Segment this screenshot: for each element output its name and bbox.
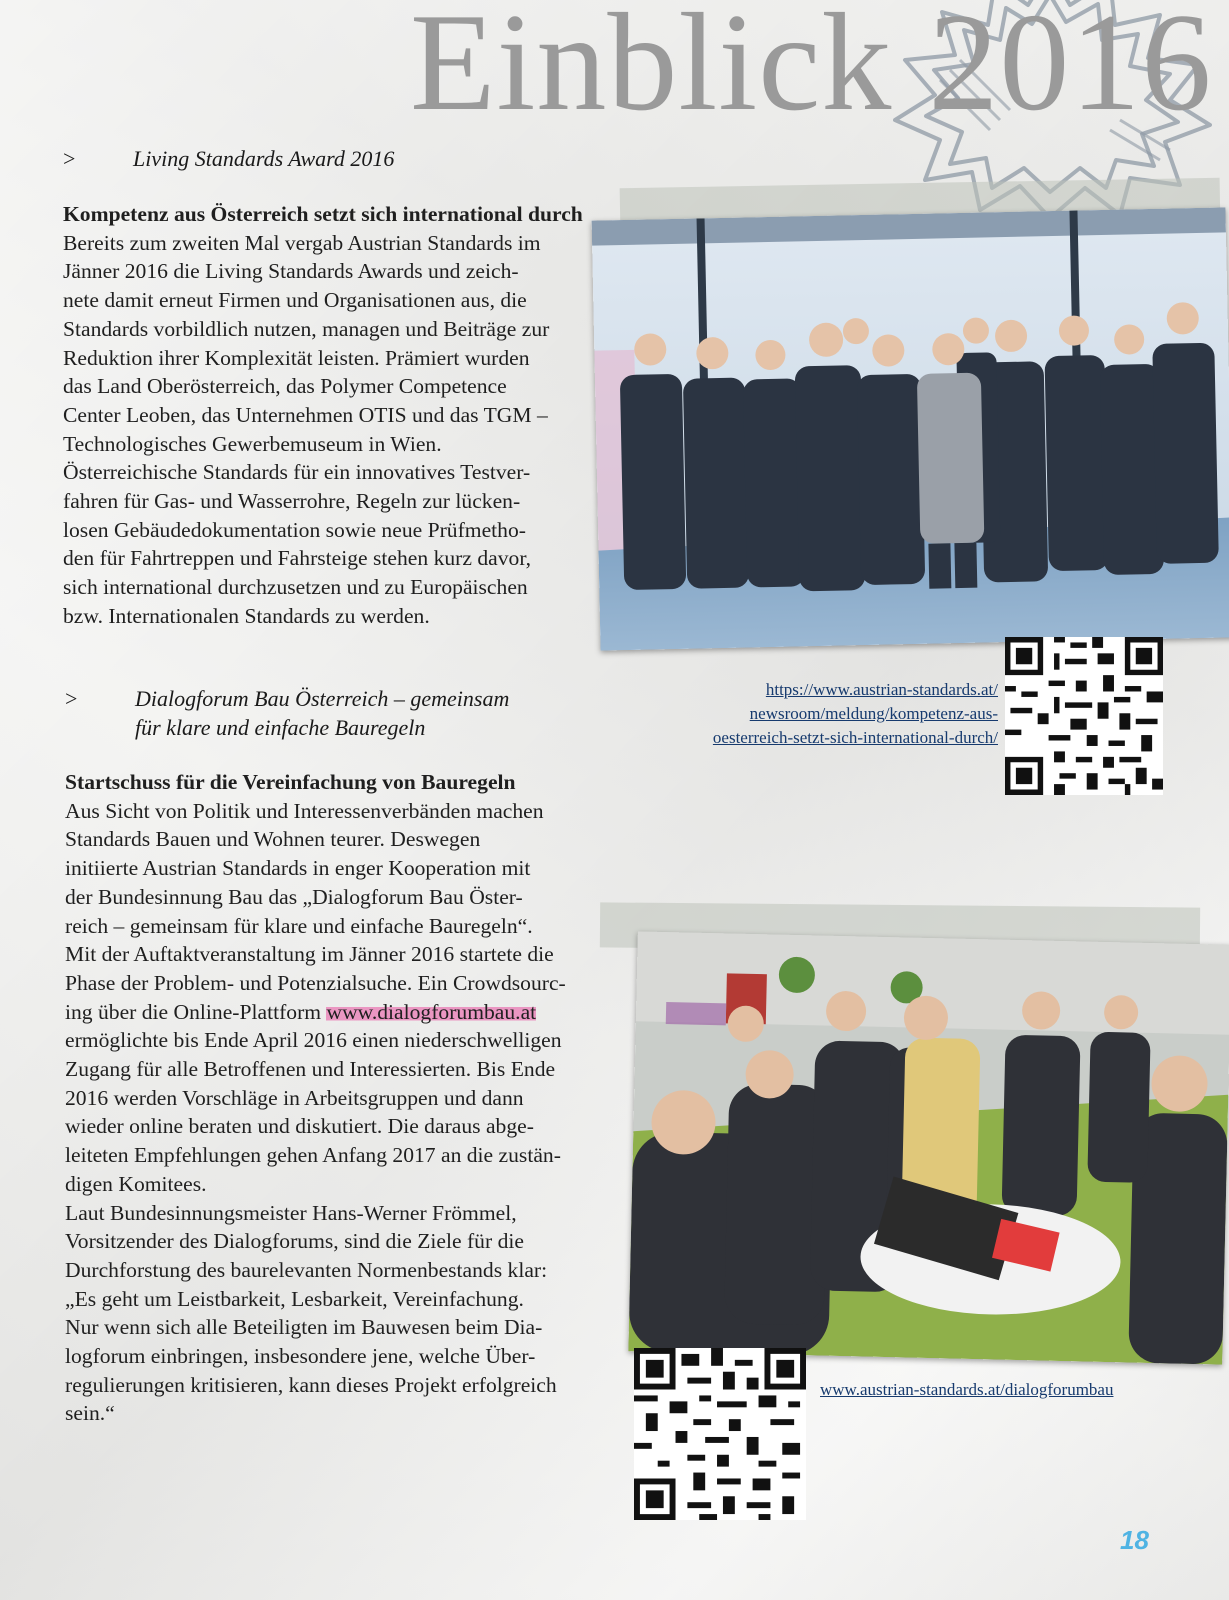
section2-heading-line1: Dialogforum Bau Österreich – gemeinsam: [135, 686, 510, 711]
page-title: [410, 0, 1212, 143]
section2-line: Phase der Problem- und Potenzialsuche. Ein Crowdsourc-: [65, 970, 566, 995]
section1-line: Österreichische Standards für ein innovatives Testver-: [63, 460, 531, 485]
section2-inline-prefix: ing über die Online-Plattform: [65, 999, 327, 1024]
section1-line: das Land Oberösterreich, das Polymer Competence: [63, 374, 507, 399]
section2-link[interactable]: www.austrian-standards.at/dialogforumbau: [820, 1380, 1114, 1399]
section1-link[interactable]: [620, 678, 998, 750]
section2-line: regulierungen kritisieren, kann dieses Projekt erfolgreich: [65, 1372, 557, 1397]
section1-line: Reduktion ihrer Komplexität leisten. Prämiert wurden: [63, 345, 530, 370]
section1-line: Center Leoben, das Unternehmen OTIS und das TGM –: [63, 402, 548, 427]
section1-link-line[interactable]: https://www.austrian-standards.at/: [765, 680, 998, 699]
section1-line: Standards vorbildlich nutzen, managen und Beiträge zur: [63, 316, 550, 341]
section1-body: [63, 200, 623, 631]
section2-line: Mit der Auftaktveranstaltung im Jänner 2016 startete die: [65, 942, 554, 967]
section2-line: Aus Sicht von Politik und Interessenverbänden machen: [65, 798, 544, 823]
section1-line: Technologisches Gewerbemuseum in Wien.: [63, 431, 442, 456]
title-year: 2016: [928, 0, 1213, 140]
qr-code-2-icon: [634, 1348, 806, 1520]
qr-code-1-icon: [1005, 637, 1163, 795]
section2-lead: Startschuss für die Vereinfachung von Bauregeln: [65, 770, 516, 794]
section2-line: Nur wenn sich alle Beteiligten im Bauwesen beim Dia-: [65, 1315, 543, 1340]
section2-line: initiierte Austrian Standards in enger Kooperation mit: [65, 856, 531, 881]
section2-line: digen Komitees.: [65, 1171, 207, 1196]
dialogforum-highlight-link[interactable]: www.dialogforumbau.at: [326, 999, 537, 1024]
group-photo-image: [592, 207, 1229, 650]
group-photo: [592, 207, 1229, 650]
section1-heading-text: Living Standards Award 2016: [133, 146, 395, 171]
section1-arrow: >: [63, 146, 76, 171]
section1-line: sich international durchzusetzen und zu Europäischen: [63, 575, 528, 600]
section2-heading-line2: für klare und einfache Bauregeln: [135, 715, 426, 740]
section1-lead: Kompetenz aus Österreich setzt sich international durch: [63, 202, 583, 226]
section2-line: sein.“: [65, 1401, 115, 1426]
section2-line: ermöglichte bis Ende April 2016 einen niederschwelligen: [65, 1028, 562, 1053]
section2-line: „Es geht um Leistbarkeit, Lesbarkeit, Vereinfachung.: [65, 1286, 524, 1311]
section2-body: [65, 768, 625, 1428]
discussion-photo-image: [628, 931, 1229, 1364]
section1-heading: [63, 144, 395, 173]
section2-line: der Bundesinnung Bau das „Dialogforum Bau Öster-: [65, 884, 523, 909]
section1-line: losen Gebäudedokumentation sowie neue Prüfmetho-: [63, 517, 526, 542]
section1-line: Jänner 2016 die Living Standards Awards und zeich-: [63, 259, 519, 284]
section1-link-line[interactable]: newsroom/meldung/kompetenz-aus-: [749, 704, 998, 723]
section1-line: bzw. Internationalen Standards zu werden.: [63, 603, 430, 628]
section2-line: Durchforstung des baurelevanten Normenbestands klar:: [65, 1257, 548, 1282]
section1-line: Bereits zum zweiten Mal vergab Austrian Standards im: [63, 230, 541, 255]
section1-line: nete damit erneut Firmen und Organisationen aus, die: [63, 288, 527, 313]
page-number: 18: [1120, 1525, 1149, 1555]
discussion-photo: [628, 931, 1229, 1364]
title-word: Einblick: [410, 0, 893, 140]
section2-line: Laut Bundesinnungsmeister Hans-Werner Frömmel,: [65, 1200, 517, 1225]
section2-line: reich – gemeinsam für klare und einfache Bauregeln“.: [65, 913, 533, 938]
section2-line: logforum einbringen, insbesondere jene, welche Über-: [65, 1344, 536, 1369]
section2-line: wieder online beraten und diskutiert. Die daraus abge-: [65, 1114, 534, 1139]
section2-line: leiteten Empfehlungen gehen Anfang 2017 an die zustän-: [65, 1143, 561, 1168]
section2-line-with-link: [65, 998, 625, 1027]
section2-line: Zugang für alle Betroffenen und Interessierten. Bis Ende: [65, 1057, 556, 1082]
section1-link-line[interactable]: oesterreich-setzt-sich-international-durch/: [712, 728, 998, 747]
section2-line: 2016 werden Vorschläge in Arbeitsgruppen und dann: [65, 1085, 524, 1110]
section2-arrow: >: [65, 686, 78, 711]
section2-line: Vorsitzender des Dialogforums, sind die Ziele für die: [65, 1229, 524, 1254]
section1-line: fahren für Gas- und Wasserrohre, Regeln zur lücken-: [63, 489, 521, 514]
section2-heading: [65, 684, 510, 742]
section1-line: den für Fahrtreppen und Fahrsteige stehen kurz davor,: [63, 546, 532, 571]
section2-line: Standards Bauen und Wohnen teurer. Deswegen: [65, 827, 481, 852]
